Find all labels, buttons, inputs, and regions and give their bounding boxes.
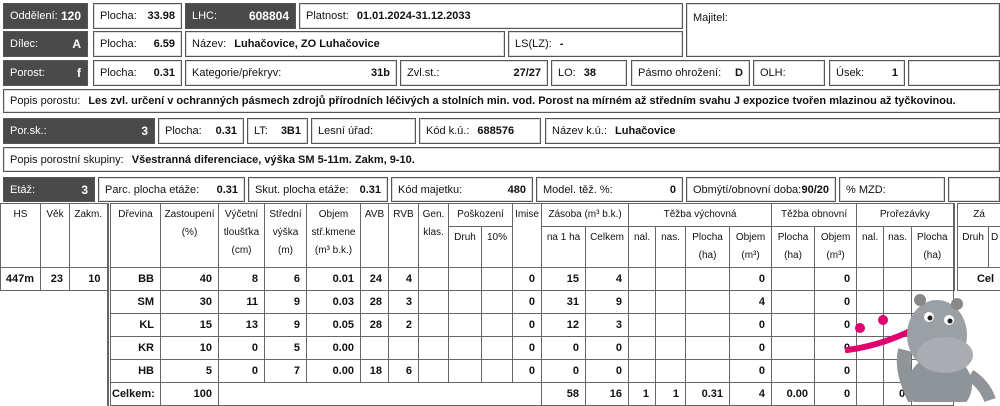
column-header: nal. [857, 227, 884, 268]
column-header: Gen. klas. [419, 204, 449, 268]
field-parc-plocha [98, 177, 245, 202]
table-row [1, 268, 1000, 291]
field-value: 0.31 [154, 67, 175, 79]
field-label: Kód majetku: [398, 184, 462, 196]
table-cell: 0 [542, 337, 586, 360]
table-cell [629, 360, 656, 383]
field-plocha3 [93, 60, 182, 86]
field-usek [829, 60, 905, 86]
column-header: Plocha (ha) [686, 227, 730, 268]
total-label: Celkem: [111, 383, 161, 406]
table-cell: 7 [265, 360, 307, 383]
table-cell: 4 [389, 268, 419, 291]
field-value: 608804 [249, 9, 289, 23]
table-cell: 28 [361, 291, 389, 314]
table-cell: 9 [265, 291, 307, 314]
table-cell: BB [111, 268, 161, 291]
empty [1, 383, 108, 406]
column-header: AVB [361, 204, 389, 268]
table-cell [419, 291, 449, 314]
table-cell: 9 [265, 314, 307, 337]
field-label: Plocha: [100, 67, 137, 79]
table-cell: HB [111, 360, 161, 383]
table-cell [361, 337, 389, 360]
table-cell: 6 [389, 360, 419, 383]
field-majitel [686, 3, 1000, 57]
table-cell: 8 [219, 268, 265, 291]
field-value: 27/27 [513, 67, 541, 79]
table-cell [686, 360, 730, 383]
table-cell: 0 [815, 314, 857, 337]
field-pasmo [631, 60, 750, 86]
table-cell [686, 337, 730, 360]
field-plocha4 [158, 118, 244, 144]
table-cell: KR [111, 337, 161, 360]
table-cell [912, 268, 954, 291]
table-cell: 0 [513, 314, 542, 337]
column-group-header: Prořezávky [857, 204, 954, 227]
field-label: Název k.ú.: [552, 125, 607, 137]
table-cell: 0.31 [686, 383, 730, 406]
table-cell: 0 [513, 268, 542, 291]
field-model-tez [536, 177, 683, 202]
field-value: 01.01.2024-31.12.2033 [357, 10, 471, 22]
table-cell [772, 360, 815, 383]
field-label: Úsek: [836, 67, 864, 79]
table-cell: 16 [586, 383, 629, 406]
column-header: Imise [513, 204, 542, 268]
field-value: 3B1 [281, 125, 301, 137]
table-cell [629, 291, 656, 314]
column-header: na 1 ha [542, 227, 586, 268]
field-label: % MZD: [846, 184, 886, 196]
column-header: Objem (m³) [815, 227, 857, 268]
field-value: 120 [61, 9, 81, 23]
field-lslz [508, 31, 683, 57]
field-label: Zvl.st.: [407, 67, 439, 79]
field-label: Oddělení: [10, 10, 58, 22]
field-label: Lesní úřad: [318, 125, 373, 137]
field-value: Les zvl. určení v ochranných pásmech zdrojů přírodních léčivých a stolních min. vod. Porost na mírném až středním svahu J expozice tvořen mlazinou až tyčkovinou. [88, 95, 955, 107]
field-zvlst [400, 60, 548, 86]
field-skut-plocha [248, 177, 388, 202]
field-porost [3, 60, 88, 86]
table-cell [629, 314, 656, 337]
column-group-header: Těžba obnovní [772, 204, 857, 227]
column-header: Objem (m³) [730, 227, 772, 268]
field-value: - [560, 38, 564, 50]
empty [1, 314, 108, 337]
field-value: Luhačovice [615, 125, 676, 137]
field-label: Kód k.ú.: [426, 125, 469, 137]
table-cell [857, 268, 884, 291]
table-cell: 30 [161, 291, 219, 314]
table-cell: 0 [815, 337, 857, 360]
table-cell: 0 [513, 337, 542, 360]
column-header: Objem stř.kmene (m³ b.k.) [307, 204, 361, 268]
table-cell: 1 [629, 383, 656, 406]
column-group-header: Poškození [449, 204, 513, 227]
table-cell: 0.00 [307, 360, 361, 383]
column-header: HS [1, 204, 41, 268]
field-lesni-urad [311, 118, 416, 144]
table-cell [449, 337, 482, 360]
column-group-header: Zá [958, 204, 1000, 227]
table-cell: 6 [265, 268, 307, 291]
field-value: A [72, 37, 81, 51]
field-platnost [299, 3, 683, 29]
table-cell: 0.05 [307, 314, 361, 337]
table-cell: 5 [265, 337, 307, 360]
table-cell [772, 314, 815, 337]
table-cell: 0 [513, 360, 542, 383]
table-cell: 58 [542, 383, 586, 406]
column-header: Plocha (ha) [772, 227, 815, 268]
field-kod-majetku [391, 177, 533, 202]
table-cell [656, 337, 686, 360]
field-value: 0.31 [217, 184, 238, 196]
column-header: Střední výška (m) [265, 204, 307, 268]
field-label: Popis porostu: [10, 95, 80, 107]
column-header: nas. [884, 227, 912, 268]
field-label: Název: [192, 38, 226, 50]
table-cell: 0 [586, 360, 629, 383]
table-cell: 1 [656, 383, 686, 406]
table-cell: 0 [586, 337, 629, 360]
table-cell: 2 [389, 314, 419, 337]
table-cell [884, 268, 912, 291]
column-header: nal. [629, 227, 656, 268]
field-olh [753, 60, 825, 86]
table-cell: 15 [161, 314, 219, 337]
table-cell [686, 291, 730, 314]
table-cell [449, 291, 482, 314]
column-header: D [989, 227, 1000, 268]
field-value: Všestranná diferenciace, výška SM 5-11m. Zakm, 9-10. [132, 154, 415, 166]
field-label: Parc. plocha etáže: [105, 184, 199, 196]
table-cell: 0 [815, 268, 857, 291]
table-cell [482, 291, 513, 314]
table-cell [629, 337, 656, 360]
table-cell: 10 [70, 268, 108, 291]
table-cell: 3 [586, 314, 629, 337]
field-plocha2 [93, 31, 182, 57]
table-cell: 0 [730, 268, 772, 291]
table-cell: 13 [219, 314, 265, 337]
table-cell: Cel [958, 268, 1000, 291]
table-cell: 0.00 [772, 383, 815, 406]
table-cell [482, 268, 513, 291]
table-cell: SM [111, 291, 161, 314]
field-value: Luhačovice, ZO Luhačovice [234, 38, 380, 50]
table-cell [686, 268, 730, 291]
field-label: Plocha: [100, 38, 137, 50]
table-cell [482, 314, 513, 337]
table-cell [419, 360, 449, 383]
field-label: Majitel: [693, 12, 728, 24]
table-cell: 0.03 [307, 291, 361, 314]
table-cell: 11 [219, 291, 265, 314]
column-group-header: Zásoba (m³ b.k.) [542, 204, 629, 227]
field-value: 688576 [477, 125, 514, 137]
field-nazev-ku [545, 118, 1000, 144]
empty [219, 383, 542, 406]
table-cell: 15 [542, 268, 586, 291]
column-header: Druh [449, 227, 482, 268]
field-value: 38 [584, 67, 596, 79]
column-header: nas. [656, 227, 686, 268]
table-cell: 0.01 [307, 268, 361, 291]
table-cell: 31 [542, 291, 586, 314]
table-cell: 28 [361, 314, 389, 337]
field-lt [247, 118, 308, 144]
table-cell: 10 [161, 337, 219, 360]
column-header: Zastoupení (%) [161, 204, 219, 268]
field-label: Por.sk.: [10, 125, 47, 137]
field-label: Pásmo ohrožení: [638, 67, 721, 79]
table-cell [772, 268, 815, 291]
field-label: Plocha: [165, 125, 202, 137]
field-nazev [185, 31, 505, 57]
table-cell: 4 [586, 268, 629, 291]
table-cell: 4 [730, 291, 772, 314]
field-label: Etáž: [10, 184, 35, 196]
table-cell: 447m [1, 268, 41, 291]
table-cell [449, 360, 482, 383]
field-etaz [3, 177, 95, 202]
column-header: Celkem [586, 227, 629, 268]
field-value: 90/20 [801, 184, 829, 196]
table-cell: 0 [815, 360, 857, 383]
column-header: Druh [958, 227, 989, 268]
column-header: Výčetní tloušťka (cm) [219, 204, 265, 268]
table-cell: 0 [884, 383, 912, 406]
table-cell [772, 291, 815, 314]
table-cell [482, 337, 513, 360]
field-lo [551, 60, 627, 86]
table-cell: 5 [161, 360, 219, 383]
field-value: 0 [670, 184, 676, 196]
table-cell [449, 268, 482, 291]
column-header: Dřevina [111, 204, 161, 268]
field-mzd [839, 177, 945, 202]
field-kategorie [185, 60, 397, 86]
table-cell [656, 268, 686, 291]
field-value: 0.31 [216, 125, 237, 137]
field-dilec [3, 31, 88, 57]
table-cell: 0 [815, 383, 857, 406]
field-label: LS(LZ): [515, 38, 552, 50]
field-oddeleni [3, 3, 88, 29]
field-value: 33.98 [147, 10, 175, 22]
table-cell: 100 [161, 383, 219, 406]
field-label: Dílec: [10, 38, 38, 50]
field-value: 0.31 [360, 184, 381, 196]
table-cell: 12 [542, 314, 586, 337]
empty [1, 291, 108, 314]
field-label: Skut. plocha etáže: [255, 184, 349, 196]
field-label: LT: [254, 125, 268, 137]
field-label: Plocha: [100, 10, 137, 22]
field-value: 480 [508, 184, 526, 196]
empty-field [948, 177, 1000, 202]
field-label: Model. těž. %: [543, 184, 613, 196]
field-label: OLH: [760, 67, 786, 79]
table-cell [419, 337, 449, 360]
table-cell [656, 360, 686, 383]
empty [1, 337, 108, 360]
field-popis-porostu [3, 89, 1000, 113]
table-cell [656, 314, 686, 337]
field-label: Popis porostní skupiny: [10, 154, 124, 166]
column-header: Plocha (ha) [912, 227, 954, 268]
table-cell [629, 268, 656, 291]
column-header: Věk [41, 204, 70, 268]
column-header: Zakm. [70, 204, 108, 268]
table-cell: 0 [730, 314, 772, 337]
field-label: Obmýtí/obnovní doba: [693, 184, 801, 196]
column-group-header: Těžba výchovná [629, 204, 772, 227]
table-cell: 0 [815, 291, 857, 314]
table-cell: 0 [219, 360, 265, 383]
field-porsk [3, 118, 155, 144]
field-label: LO: [558, 67, 576, 79]
field-kod-ku [419, 118, 541, 144]
hippo-mascot-icon [845, 290, 1000, 402]
table-cell [449, 314, 482, 337]
field-value: 3 [141, 124, 148, 138]
field-label: Porost: [10, 67, 45, 79]
field-label: Kategorie/překryv: [192, 67, 281, 79]
table-cell [419, 268, 449, 291]
table-cell [686, 314, 730, 337]
table-cell: 4 [730, 383, 772, 406]
table-cell [389, 337, 419, 360]
field-label: Platnost: [306, 10, 349, 22]
table-cell [482, 360, 513, 383]
table-cell: 0 [542, 360, 586, 383]
table-cell [656, 291, 686, 314]
table-cell: 0 [730, 337, 772, 360]
table-cell: 18 [361, 360, 389, 383]
table-cell: 0 [513, 291, 542, 314]
table-cell: 40 [161, 268, 219, 291]
field-value: f [77, 66, 81, 80]
column-header: 10% [482, 227, 513, 268]
table-cell: 3 [389, 291, 419, 314]
field-value: 3 [81, 183, 88, 197]
empty [1, 360, 108, 383]
table-cell: 23 [41, 268, 70, 291]
table-cell: 9 [586, 291, 629, 314]
field-value: 1 [892, 67, 898, 79]
column-header: RVB [389, 204, 419, 268]
field-label: LHC: [192, 10, 217, 22]
table-cell: 0 [219, 337, 265, 360]
table-cell [772, 337, 815, 360]
table-cell: 24 [361, 268, 389, 291]
field-value: 6.59 [154, 38, 175, 50]
field-popis-skupiny [3, 147, 1000, 172]
field-value: 31b [371, 67, 390, 79]
table-cell: 0 [730, 360, 772, 383]
table-cell [419, 314, 449, 337]
field-value: D [735, 67, 743, 79]
field-lhc [185, 3, 296, 29]
empty-field [908, 60, 1000, 86]
table-cell: KL [111, 314, 161, 337]
field-obmyti [686, 177, 836, 202]
table-cell: 0.00 [307, 337, 361, 360]
field-plocha1 [93, 3, 182, 29]
